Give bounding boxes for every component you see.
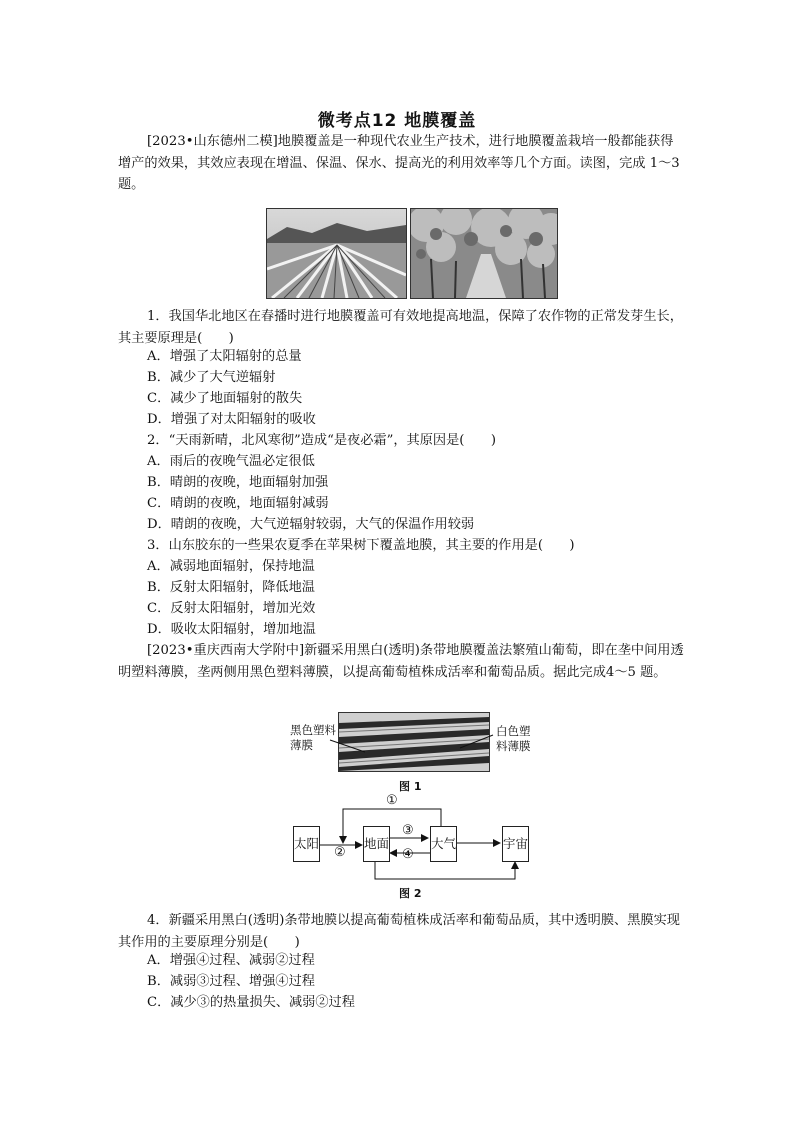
- fig1-label-black-film: 黑色塑料薄膜: [290, 723, 336, 752]
- question-4-stem: 4．新疆采用黑白(透明)条带地膜以提高葡萄植株成活率和葡萄品质，其中透明膜、黑膜实现其作用的主要原理分别是( ): [118, 913, 680, 950]
- q4-option-c: C．减少③的热量损失、减弱②过程: [147, 995, 355, 1010]
- fig2-box-atmosphere: 大气: [430, 826, 457, 862]
- fig2-box-space: 宇宙: [502, 826, 529, 862]
- q3-option-d: D．吸收太阳辐射，增加地温: [147, 622, 316, 637]
- q2-option-a: A．雨后的夜晚气温必定很低: [147, 454, 315, 469]
- q2-option-d: D．晴朗的夜晚，大气逆辐射较弱，大气的保温作用较弱: [147, 517, 475, 532]
- q3-option-b: B．反射太阳辐射，降低地温: [147, 580, 315, 595]
- q2-option-c: C．晴朗的夜晚，地面辐射减弱: [147, 496, 329, 511]
- q1-option-b: B．减少了大气逆辐射: [147, 370, 276, 385]
- fig2-caption: 图 2: [399, 887, 422, 900]
- fig2-box-ground: 地面: [363, 826, 390, 862]
- q3-option-a: A．减弱地面辐射，保持地温: [147, 559, 315, 574]
- q1-option-c: C．减少了地面辐射的散失: [147, 391, 303, 406]
- q2-option-b: B．晴朗的夜晚，地面辐射加强: [147, 475, 329, 490]
- intro-paragraph-2: [2023•重庆西南大学附中]新疆采用黑白(透明)条带地膜覆盖法繁殖山葡萄，即在垄中间用透明塑料薄膜，垄两侧用黑色塑料薄膜，以提高葡萄植株成活率和葡萄品质。据此完成4～5 题。: [118, 643, 684, 680]
- q3-option-c: C．反射太阳辐射，增加光效: [147, 601, 316, 616]
- fig2-box-sun: 太阳: [293, 826, 320, 862]
- q1-option-d: D．增强了对太阳辐射的吸收: [147, 412, 316, 427]
- q1-option-a: A．增强了太阳辐射的总量: [147, 349, 302, 364]
- question-3-stem: 3．山东胶东的一些果农夏季在苹果树下覆盖地膜，其主要的作用是( ): [147, 538, 575, 553]
- question-2-stem: 2．“天雨新晴，北风寒彻”造成“是夜必霜”，其原因是( ): [147, 433, 496, 448]
- q4-option-b: B．减弱③过程、增强④过程: [147, 974, 315, 989]
- page-title: 微考点12 地膜覆盖: [317, 111, 477, 131]
- fig1-label-white-film: 白色塑料薄膜: [496, 724, 531, 753]
- fig2-label-4: ④: [402, 847, 414, 862]
- q4-option-a: A．增强④过程、减弱②过程: [147, 953, 315, 968]
- fig2-label-3: ③: [402, 823, 414, 838]
- intro-paragraph-1: [2023•山东德州二模]地膜覆盖是一种现代农业生产技术，进行地膜覆盖栽培一般都能获得增产的效果，其效应表现在增温、保温、保水、提高光的利用效率等几个方面。读图，完成 1～3 题。: [118, 134, 680, 192]
- question-1-stem: 1．我国华北地区在春播时进行地膜覆盖可有效地提高地温，保障了农作物的正常发芽生长，其主要原理是( ): [118, 309, 683, 346]
- fig2-label-1: ①: [386, 793, 398, 808]
- fig1-caption: 图 1: [399, 780, 422, 793]
- fig2-label-2: ②: [334, 845, 346, 860]
